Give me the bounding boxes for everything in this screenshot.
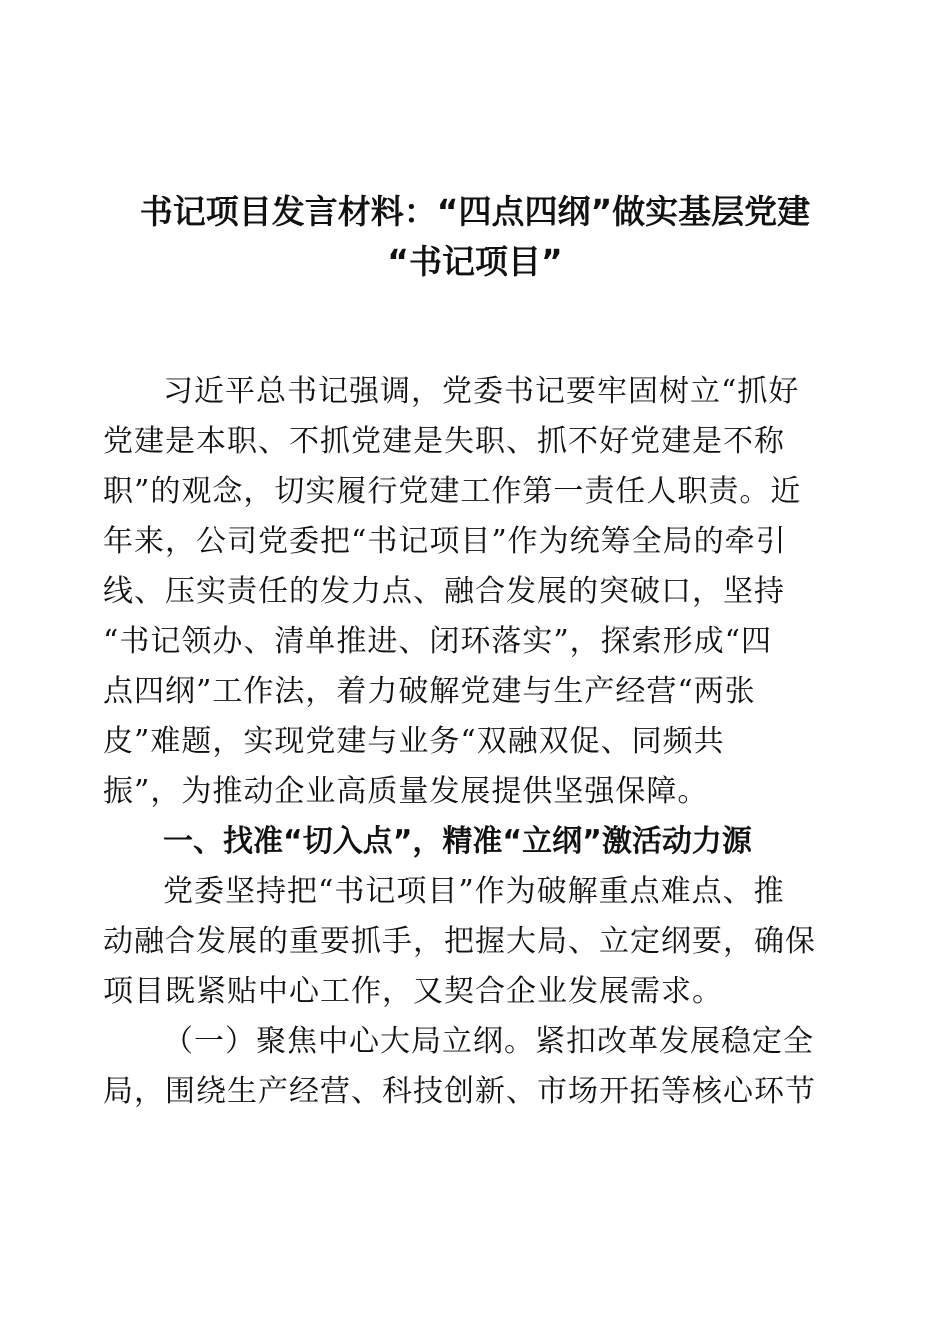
paragraph-line: 党委坚持把“书记项目”作为破解重点难点、推 [163,874,785,909]
paragraph-line: 项目既紧贴中心工作，又契合企业发展需求。 [103,974,723,1009]
paragraph-line: （一）聚焦中心大局立纲。紧扣改革发展稳定全 [163,1024,814,1059]
paragraph-line: 皮”难题，实现党建与业务“双融双促、同频共 [103,724,725,759]
paragraph-line: 习近平总书记强调，党委书记要牢固树立“抓好 [163,374,800,409]
paragraph-line: 振”，为推动企业高质量发展提供坚强保障。 [103,774,709,809]
paragraph-line: 年来，公司党委把“书记项目”作为统筹全局的牵引 [103,524,787,559]
document-title-line-1: 书记项目发言材料：“四点四纲”做实基层党建 [139,192,811,231]
paragraph-line: 动融合发展的重要抓手，把握大局、立定纲要，确保 [103,924,816,959]
paragraph-line: 职”的观念，切实履行党建工作第一责任人职责。近 [103,474,802,509]
paragraph-line: 党建是本职、不抓党建是失职、抓不好党建是不称 [103,424,785,459]
paragraph-line: “书记领办、清单推进、闭环落实”，探索形成“四 [103,624,773,659]
paragraph-line: 点四纲”工作法，着力破解党建与生产经营“两张 [103,674,756,709]
paragraph-line: 局，围绕生产经营、科技创新、市场开拓等核心环节 [103,1074,816,1109]
section-heading-1: 一、找准“切入点”，精准“立纲”激活动力源 [163,824,752,859]
document-title-line-2: “书记项目” [387,242,563,281]
paragraph-line: 线、压实责任的发力点、融合发展的突破口，坚持 [103,574,785,609]
